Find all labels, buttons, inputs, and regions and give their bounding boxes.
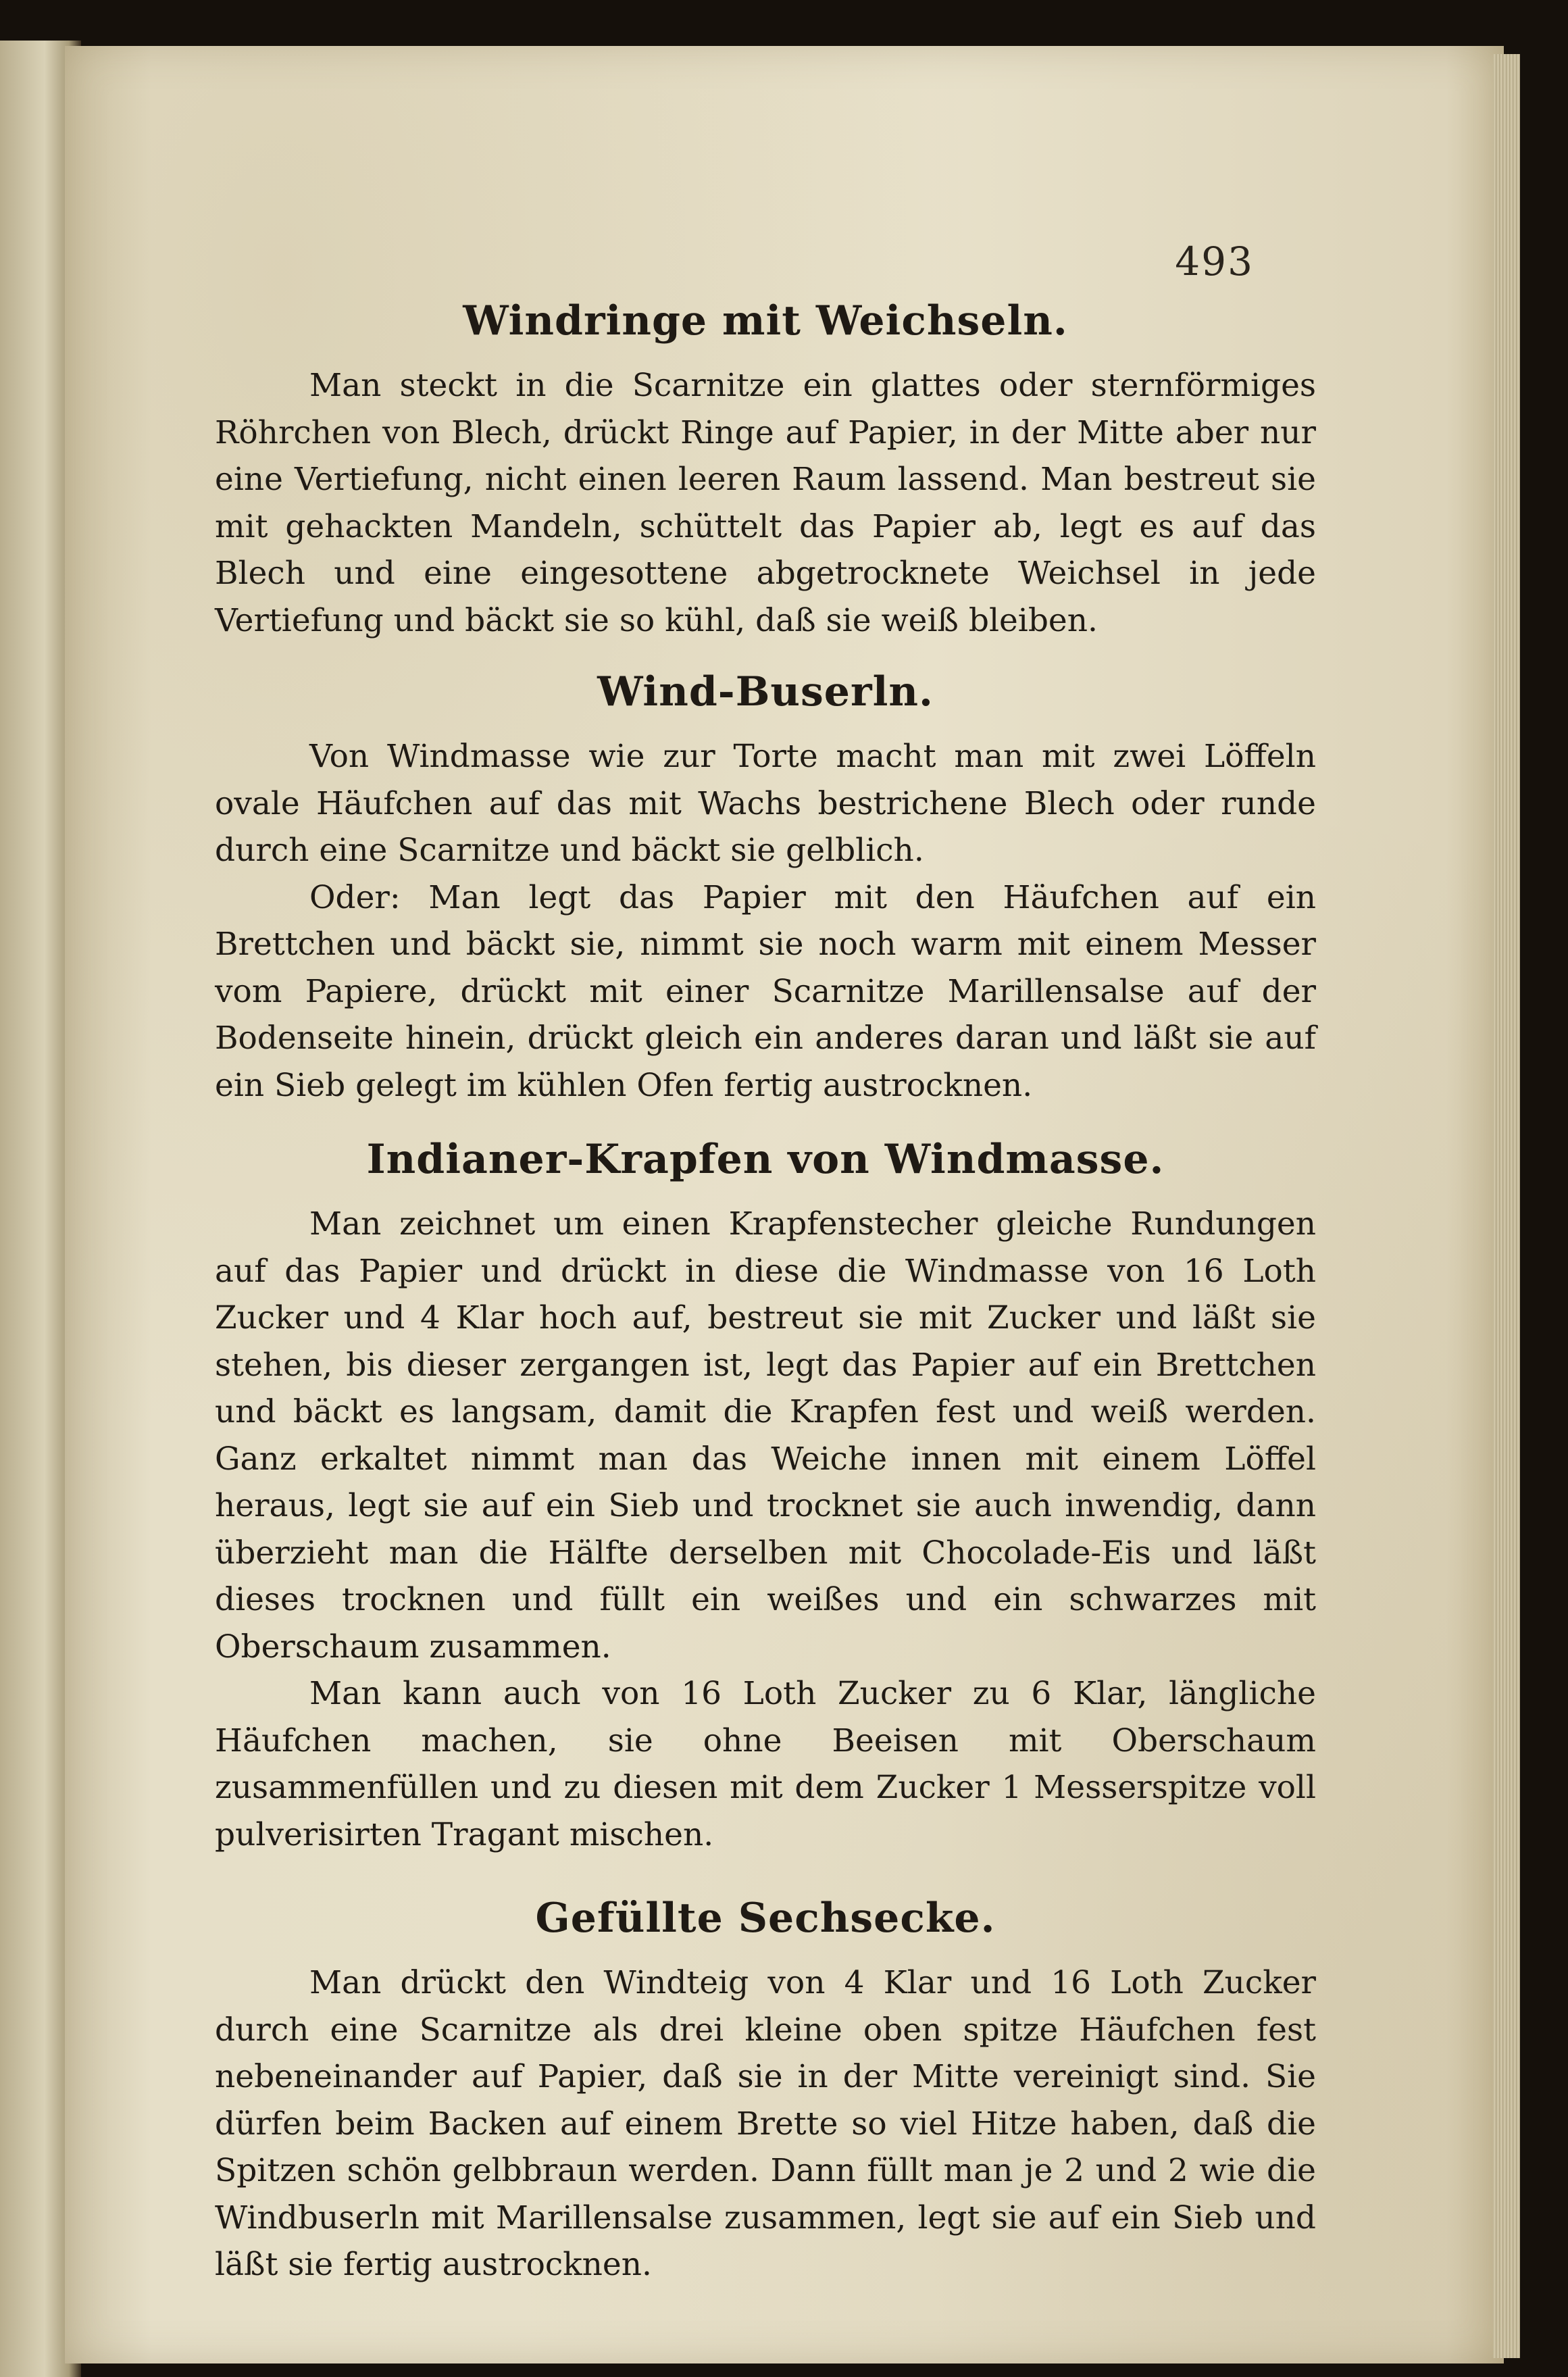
- page-content: [215, 297, 1316, 2288]
- page-number: 493: [1175, 239, 1254, 284]
- section-paragraph: Man drückt den Windteig von 4 Klar und 16 Loth Zucker durch eine Scarnitze als drei kleine oben spitze Häufchen fest nebeneinander auf Papier, daß sie in der Mitte vereinigt sind. Sie dürfen beim Backen auf einem Brette so viel Hitze haben, daß die Spitzen schön gelbbraun werden. Dann füllt man je 2 und 2 wie die Windbuserln mit Marillensalse zusammen, legt sie auf ein Sieb und läßt sie fertig austrocknen.: [215, 1964, 1316, 2283]
- section-paragraph: Man steckt in die Scarnitze ein glattes oder sternförmiges Röhrchen von Blech, drückt Ringe auf Papier, in der Mitte aber nur eine Vertiefung, nicht einen leeren Raum lassend. Man bestreut sie mit gehackten Mandeln, schüttelt das Papier ab, legt es auf das Blech und eine eingesottene abgetrocknete Weichsel in jede Vertiefung und bäckt sie so kühl, daß sie weiß bleiben.: [215, 367, 1316, 639]
- section-title-gefuellte-sechsecke: Gefüllte Sechsecke.: [535, 1895, 996, 1942]
- section-title-wind-buserln: Wind-Buserln.: [597, 668, 934, 716]
- section-paragraph: Oder: Man legt das Papier mit den Häufchen auf ein Brettchen und bäckt sie, nimmt sie noch warm mit einem Messer vom Papiere, drückt mit einer Scarnitze Marillensalse auf der Bodenseite hinein, drückt gleich ein anderes daran und läßt sie auf ein Sieb gelegt im kühlen Ofen fertig austrocknen.: [215, 878, 1316, 1104]
- page-stack-edge: [1493, 54, 1520, 2358]
- section-title-windringe: Windringe mit Weichseln.: [463, 297, 1068, 345]
- section-paragraph: Man zeichnet um einen Krapfenstecher gleiche Rundungen auf das Papier und drückt in diese die Windmasse von 16 Loth Zucker und 4 Klar hoch auf, bestreut sie mit Zucker und läßt sie stehen, bis dieser zergangen ist, legt das Papier auf ein Brettchen und bäckt es langsam, damit die Krapfen fest und weiß werden. Ganz erkaltet nimmt man das Weiche innen mit einem Löffel heraus, legt sie auf ein Sieb und trocknet sie auch inwendig, dann überzieht man die Hälfte derselben mit Chocolade-Eis und läßt dieses trocknen und füllt ein weißes und ein schwarzes mit Oberschaum zusammen.: [215, 1205, 1316, 1666]
- section-title-indianer-krapfen: Indianer-Krapfen von Windmasse.: [366, 1136, 1165, 1183]
- section-paragraph: Man kann auch von 16 Loth Zucker zu 6 Klar, längliche Häufchen machen, sie ohne Beeisen mit Oberschaum zusammenfüllen und zu diesen mit dem Zucker 1 Messerspitze voll pulverisirten Tragant mischen.: [215, 1675, 1316, 1853]
- section-paragraph: Von Windmasse wie zur Torte macht man mit zwei Löffeln ovale Häufchen auf das mit Wachs bestrichene Blech oder runde durch eine Scarnitze und bäckt sie gelblich.: [215, 738, 1316, 869]
